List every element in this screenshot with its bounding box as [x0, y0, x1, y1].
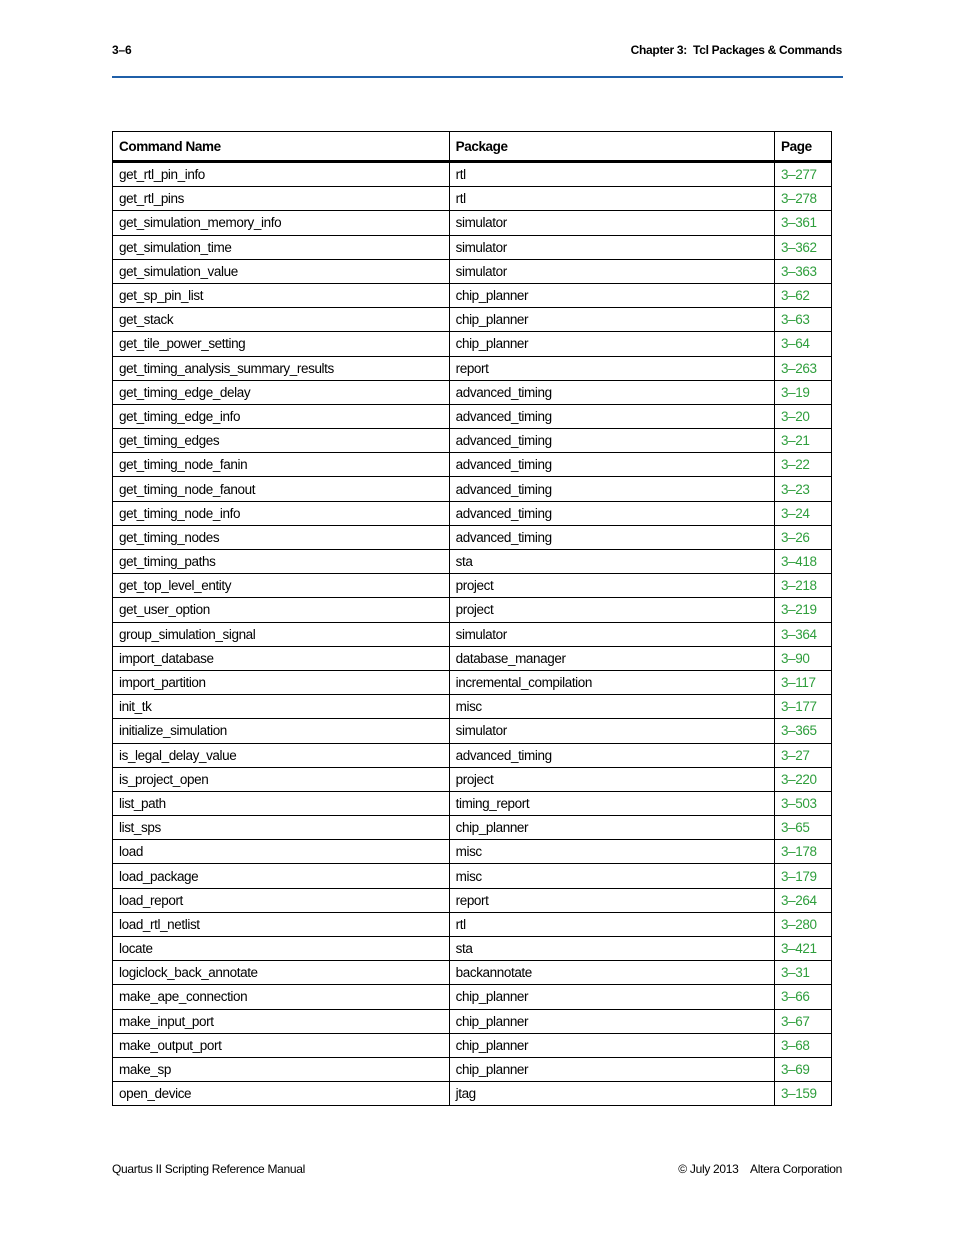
command-name-cell: get_timing_paths — [113, 550, 450, 574]
page-cell — [775, 308, 832, 332]
command-name-cell: import_partition — [113, 670, 450, 694]
page-link[interactable]: 3–159 — [781, 1086, 817, 1102]
page-cell — [775, 1057, 832, 1081]
command-name-cell: logiclock_back_annotate — [113, 961, 450, 985]
page-link[interactable]: 3–22 — [781, 457, 810, 473]
table-row — [113, 574, 832, 598]
table-row — [113, 235, 832, 259]
page-cell — [775, 646, 832, 670]
command-name-cell: get_user_option — [113, 598, 450, 622]
command-name-cell: get_timing_node_info — [113, 501, 450, 525]
package-cell: incremental_compilation — [449, 670, 774, 694]
page-cell — [775, 864, 832, 888]
table-row — [113, 840, 832, 864]
table-row — [113, 453, 832, 477]
page-link[interactable]: 3–278 — [781, 191, 817, 207]
command-name-cell: get_sp_pin_list — [113, 283, 450, 307]
page-cell — [775, 743, 832, 767]
page-cell — [775, 187, 832, 211]
page-cell — [775, 670, 832, 694]
page-cell — [775, 598, 832, 622]
package-cell: project — [449, 598, 774, 622]
page-cell — [775, 622, 832, 646]
table-row — [113, 308, 832, 332]
table-row — [113, 937, 832, 961]
package-cell: simulator — [449, 622, 774, 646]
table-row — [113, 477, 832, 501]
table-row — [113, 961, 832, 985]
package-cell: chip_planner — [449, 1009, 774, 1033]
header-divider — [112, 76, 843, 78]
table-row — [113, 525, 832, 549]
page-link[interactable]: 3–218 — [781, 578, 817, 594]
page-cell — [775, 235, 832, 259]
package-cell: project — [449, 574, 774, 598]
table-row — [113, 356, 832, 380]
command-name-cell: load_package — [113, 864, 450, 888]
table-row — [113, 791, 832, 815]
page-link[interactable]: 3–65 — [781, 820, 810, 836]
table-row — [113, 622, 832, 646]
page-cell — [775, 719, 832, 743]
table-row — [113, 429, 832, 453]
command-name-cell: load_rtl_netlist — [113, 912, 450, 936]
page-link[interactable]: 3–418 — [781, 554, 817, 570]
page-cell — [775, 767, 832, 791]
table-row — [113, 912, 832, 936]
page-link[interactable]: 3–63 — [781, 312, 810, 328]
table-row — [113, 1082, 832, 1106]
command-name-cell: get_timing_edge_info — [113, 404, 450, 428]
command-name-cell: get_rtl_pin_info — [113, 162, 450, 187]
command-name-cell: initialize_simulation — [113, 719, 450, 743]
command-name-cell: get_rtl_pins — [113, 187, 450, 211]
table-row — [113, 695, 832, 719]
command-name-cell: load — [113, 840, 450, 864]
page-link[interactable]: 3–31 — [781, 965, 810, 981]
page-cell — [775, 912, 832, 936]
package-cell: report — [449, 356, 774, 380]
page-cell — [775, 380, 832, 404]
package-cell: project — [449, 767, 774, 791]
page-link[interactable]: 3–66 — [781, 989, 810, 1005]
table-row — [113, 1033, 832, 1057]
table-row — [113, 646, 832, 670]
page-link[interactable]: 3–280 — [781, 916, 817, 932]
page-link[interactable]: 3–23 — [781, 481, 810, 497]
package-cell: simulator — [449, 259, 774, 283]
page-link[interactable]: 3–27 — [781, 747, 810, 763]
package-cell: rtl — [449, 187, 774, 211]
page-cell — [775, 574, 832, 598]
page-cell — [775, 550, 832, 574]
page-link[interactable]: 3–90 — [781, 650, 810, 666]
page-cell — [775, 162, 832, 187]
command-name-cell: get_stack — [113, 308, 450, 332]
page-cell — [775, 1082, 832, 1106]
page-link[interactable]: 3–64 — [781, 336, 810, 352]
page-link[interactable]: 3–361 — [781, 215, 817, 231]
package-cell: rtl — [449, 912, 774, 936]
page-link[interactable]: 3–363 — [781, 263, 817, 279]
package-cell: chip_planner — [449, 985, 774, 1009]
page-cell — [775, 840, 832, 864]
package-cell: report — [449, 888, 774, 912]
command-name-cell: is_legal_delay_value — [113, 743, 450, 767]
command-name-cell: get_simulation_memory_info — [113, 211, 450, 235]
page-cell — [775, 501, 832, 525]
command-name-cell: init_tk — [113, 695, 450, 719]
package-cell: chip_planner — [449, 1057, 774, 1081]
package-cell: misc — [449, 840, 774, 864]
page-link[interactable]: 3–21 — [781, 433, 810, 449]
command-name-cell: open_device — [113, 1082, 450, 1106]
command-name-cell: get_top_level_entity — [113, 574, 450, 598]
table-row — [113, 550, 832, 574]
table-row — [113, 670, 832, 694]
table-header-row — [113, 132, 832, 162]
package-cell: simulator — [449, 719, 774, 743]
page-link[interactable]: 3–179 — [781, 868, 817, 884]
column-header-page: Page — [775, 132, 832, 162]
command-table — [112, 131, 832, 1106]
command-name-cell: get_simulation_time — [113, 235, 450, 259]
page-link[interactable]: 3–69 — [781, 1062, 810, 1078]
package-cell: advanced_timing — [449, 404, 774, 428]
package-cell: timing_report — [449, 791, 774, 815]
table-row — [113, 501, 832, 525]
command-name-cell: make_input_port — [113, 1009, 450, 1033]
table-row — [113, 816, 832, 840]
page-cell — [775, 961, 832, 985]
page-link[interactable]: 3–19 — [781, 384, 810, 400]
page-cell — [775, 429, 832, 453]
page-link[interactable]: 3–263 — [781, 360, 817, 376]
chapter-title: Chapter 3: Tcl Packages & Commands — [630, 43, 842, 57]
column-header-command-name: Command Name — [113, 132, 450, 162]
page-cell — [775, 211, 832, 235]
page-cell — [775, 404, 832, 428]
command-name-cell: list_sps — [113, 816, 450, 840]
page-link[interactable]: 3–421 — [781, 941, 817, 957]
page-link[interactable]: 3–365 — [781, 723, 817, 739]
command-name-cell: get_simulation_value — [113, 259, 450, 283]
page-cell — [775, 791, 832, 815]
command-name-cell: make_sp — [113, 1057, 450, 1081]
table-row — [113, 332, 832, 356]
command-name-cell: get_timing_analysis_summary_results — [113, 356, 450, 380]
package-cell: simulator — [449, 235, 774, 259]
package-cell: advanced_timing — [449, 380, 774, 404]
package-cell: sta — [449, 550, 774, 574]
page-link[interactable]: 3–26 — [781, 529, 810, 545]
table-row — [113, 719, 832, 743]
page-link[interactable]: 3–220 — [781, 771, 817, 787]
command-name-cell: is_project_open — [113, 767, 450, 791]
command-name-cell: group_simulation_signal — [113, 622, 450, 646]
table-row — [113, 864, 832, 888]
footer-copyright: © July 2013 Altera Corporation — [678, 1162, 842, 1176]
page-link[interactable]: 3–20 — [781, 408, 810, 424]
command-name-cell: get_timing_node_fanin — [113, 453, 450, 477]
package-cell: advanced_timing — [449, 501, 774, 525]
table-row — [113, 1009, 832, 1033]
command-name-cell: list_path — [113, 791, 450, 815]
command-name-cell: get_timing_nodes — [113, 525, 450, 549]
page-cell — [775, 356, 832, 380]
table-row — [113, 162, 832, 187]
page-cell — [775, 1009, 832, 1033]
package-cell: chip_planner — [449, 332, 774, 356]
command-name-cell: make_output_port — [113, 1033, 450, 1057]
page-cell — [775, 695, 832, 719]
page-link[interactable]: 3–177 — [781, 699, 817, 715]
page-link[interactable]: 3–67 — [781, 1013, 810, 1029]
page-link[interactable]: 3–62 — [781, 288, 810, 304]
page-cell — [775, 1033, 832, 1057]
package-cell: advanced_timing — [449, 743, 774, 767]
command-name-cell: get_timing_edges — [113, 429, 450, 453]
command-name-cell: get_tile_power_setting — [113, 332, 450, 356]
package-cell: rtl — [449, 162, 774, 187]
page-link[interactable]: 3–362 — [781, 239, 817, 255]
package-cell: misc — [449, 695, 774, 719]
page-cell — [775, 477, 832, 501]
table-row — [113, 404, 832, 428]
table-row — [113, 888, 832, 912]
package-cell: jtag — [449, 1082, 774, 1106]
page-cell — [775, 937, 832, 961]
package-cell: chip_planner — [449, 308, 774, 332]
table-row — [113, 380, 832, 404]
page-cell — [775, 259, 832, 283]
page-link[interactable]: 3–219 — [781, 602, 817, 618]
page-cell — [775, 985, 832, 1009]
command-name-cell: get_timing_edge_delay — [113, 380, 450, 404]
page-link[interactable]: 3–364 — [781, 626, 817, 642]
table-row — [113, 211, 832, 235]
table-row — [113, 187, 832, 211]
table-row — [113, 283, 832, 307]
page-link[interactable]: 3–24 — [781, 505, 810, 521]
package-cell: advanced_timing — [449, 525, 774, 549]
page-link[interactable]: 3–264 — [781, 892, 817, 908]
page-link[interactable]: 3–68 — [781, 1037, 810, 1053]
page-cell — [775, 283, 832, 307]
page-link[interactable]: 3–178 — [781, 844, 817, 860]
command-name-cell: load_report — [113, 888, 450, 912]
package-cell: database_manager — [449, 646, 774, 670]
page-cell — [775, 525, 832, 549]
package-cell: advanced_timing — [449, 453, 774, 477]
package-cell: advanced_timing — [449, 477, 774, 501]
page-cell — [775, 332, 832, 356]
page-cell — [775, 888, 832, 912]
package-cell: sta — [449, 937, 774, 961]
page-cell — [775, 816, 832, 840]
command-name-cell: locate — [113, 937, 450, 961]
table-row — [113, 598, 832, 622]
package-cell: advanced_timing — [449, 429, 774, 453]
page-number: 3–6 — [112, 43, 132, 57]
table-row — [113, 743, 832, 767]
table-row — [113, 985, 832, 1009]
package-cell: backannotate — [449, 961, 774, 985]
package-cell: chip_planner — [449, 816, 774, 840]
page-cell — [775, 453, 832, 477]
page-link[interactable]: 3–503 — [781, 795, 817, 811]
command-name-cell: import_database — [113, 646, 450, 670]
footer-manual-title: Quartus II Scripting Reference Manual — [112, 1162, 306, 1176]
table-row — [113, 1057, 832, 1081]
package-cell: chip_planner — [449, 283, 774, 307]
command-name-cell: make_ape_connection — [113, 985, 450, 1009]
package-cell: simulator — [449, 211, 774, 235]
package-cell: misc — [449, 864, 774, 888]
table-row — [113, 767, 832, 791]
page-link[interactable]: 3–277 — [781, 167, 817, 183]
page-link[interactable]: 3–117 — [781, 675, 816, 691]
command-name-cell: get_timing_node_fanout — [113, 477, 450, 501]
package-cell: chip_planner — [449, 1033, 774, 1057]
table-row — [113, 259, 832, 283]
column-header-package: Package — [449, 132, 774, 162]
